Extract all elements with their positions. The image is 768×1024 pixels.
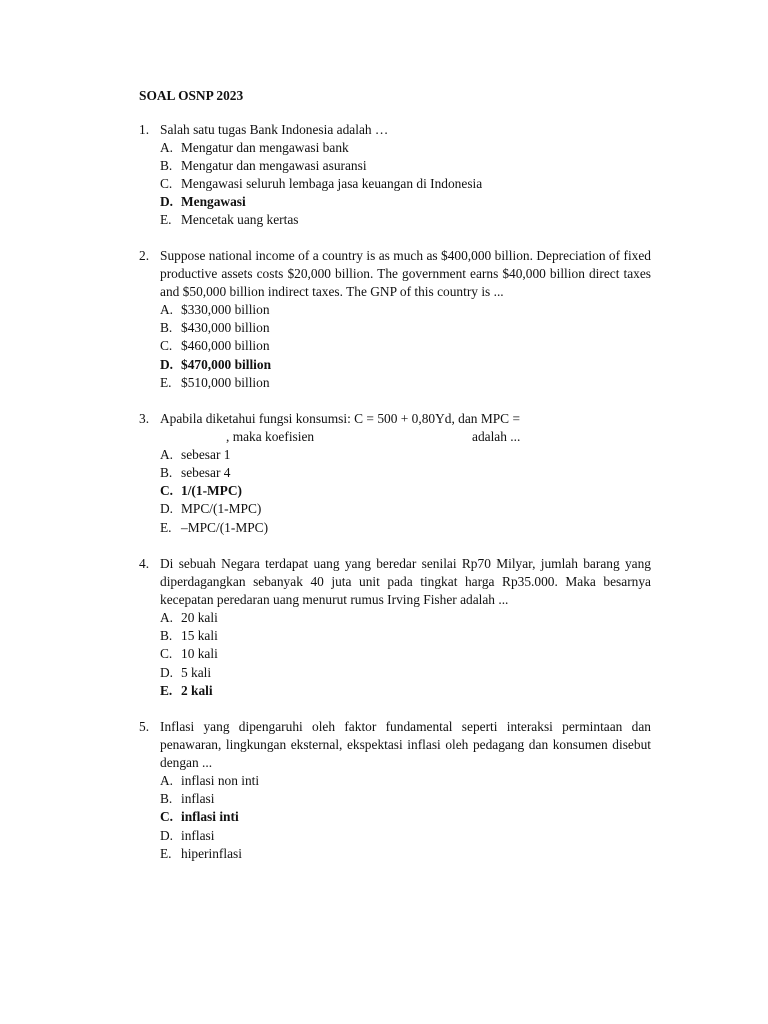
option-e-correct bbox=[160, 682, 651, 700]
option-letter: E. bbox=[160, 845, 172, 861]
question-text: Inflasi yang dipengaruhi oleh faktor fundamental seperti interaksi permintaan dan penawaran, lingkungan eksternal, ekspektasi inflasi oleh pedagang dan konsumen disebut dengan ... bbox=[160, 719, 651, 771]
option-e bbox=[160, 845, 651, 863]
option-b bbox=[160, 157, 651, 175]
option-text: $510,000 billion bbox=[181, 374, 270, 390]
option-d bbox=[160, 500, 651, 518]
option-a bbox=[160, 609, 651, 627]
option-d bbox=[160, 827, 651, 845]
option-letter: D. bbox=[160, 501, 174, 517]
page-title: SOAL OSNP 2023 bbox=[139, 88, 244, 103]
option-text: 1/(1-MPC) bbox=[181, 483, 242, 499]
option-text: $330,000 billion bbox=[181, 302, 270, 318]
option-c bbox=[160, 337, 651, 355]
option-e bbox=[160, 211, 651, 229]
option-letter: C. bbox=[160, 646, 173, 662]
option-letter: A. bbox=[160, 610, 174, 626]
option-text: inflasi bbox=[181, 827, 215, 843]
question-5 bbox=[139, 718, 651, 863]
option-text: $460,000 billion bbox=[181, 338, 270, 354]
option-letter: A. bbox=[160, 773, 174, 789]
question-text: Suppose national income of a country is as much as $400,000 billion. Depreciation of fixed productive assets costs $20,000 billion. The government earns $40,000 billion direct taxes and $50,000 billion indirect taxes. The GNP of this country is ... bbox=[160, 248, 651, 300]
question-number: 2. bbox=[139, 248, 150, 263]
option-text: 20 kali bbox=[181, 610, 218, 626]
question-number: 1. bbox=[139, 122, 150, 137]
question-3 bbox=[139, 410, 651, 537]
option-d-correct bbox=[160, 193, 651, 211]
option-a bbox=[160, 139, 651, 157]
option-e bbox=[160, 374, 651, 392]
option-text: $430,000 billion bbox=[181, 320, 270, 336]
question-text: Apabila diketahui fungsi konsumsi: C = 500 + 0,80Yd, dan MPC = bbox=[160, 411, 521, 426]
option-letter: A. bbox=[160, 140, 174, 156]
option-b bbox=[160, 627, 651, 645]
option-letter: C. bbox=[160, 176, 173, 192]
option-letter: B. bbox=[160, 158, 173, 174]
option-text: MPC/(1-MPC) bbox=[181, 501, 262, 517]
option-a bbox=[160, 301, 651, 319]
question-number: 4. bbox=[139, 556, 150, 571]
option-text: sebesar 4 bbox=[181, 465, 231, 481]
option-c-correct bbox=[160, 482, 651, 500]
question-text: Salah satu tugas Bank Indonesia adalah … bbox=[160, 122, 389, 137]
option-text: Mengawasi seluruh lembaga jasa keuangan di Indonesia bbox=[181, 176, 483, 192]
option-b bbox=[160, 464, 651, 482]
option-letter: A. bbox=[160, 302, 174, 318]
option-text: 10 kali bbox=[181, 646, 218, 662]
option-c-correct bbox=[160, 808, 651, 826]
question-text: Di sebuah Negara terdapat uang yang beredar senilai Rp70 Milyar, jumlah barang yang diperdagangkan sebanyak 40 juta unit pada tingkat harga Rp35.000. Maka besarnya kecepatan peredaran uang menurut rumus Irving Fisher adalah ... bbox=[160, 556, 651, 608]
option-letter: D. bbox=[160, 664, 174, 680]
question-4 bbox=[139, 555, 651, 700]
question-2 bbox=[139, 247, 651, 392]
option-letter: A. bbox=[160, 447, 174, 463]
option-text: 2 kali bbox=[181, 682, 213, 698]
option-letter: C. bbox=[160, 483, 174, 499]
question-text-continuation bbox=[160, 428, 651, 446]
option-text: inflasi inti bbox=[181, 809, 239, 825]
question-text-part: adalah ... bbox=[472, 429, 521, 445]
option-text: Mengatur dan mengawasi asuransi bbox=[181, 158, 367, 174]
option-a bbox=[160, 446, 651, 464]
option-d-correct bbox=[160, 356, 651, 374]
option-text: Mencetak uang kertas bbox=[181, 212, 299, 228]
option-letter: B. bbox=[160, 465, 173, 481]
question-number: 3. bbox=[139, 411, 150, 426]
option-letter: B. bbox=[160, 320, 173, 336]
option-letter: D. bbox=[160, 194, 174, 210]
option-b bbox=[160, 790, 651, 808]
question-text-part: , maka koefisien bbox=[226, 429, 315, 445]
option-letter: B. bbox=[160, 628, 173, 644]
option-text: inflasi bbox=[181, 791, 215, 807]
question-1 bbox=[139, 121, 651, 230]
option-letter: C. bbox=[160, 338, 173, 354]
option-text: sebesar 1 bbox=[181, 447, 231, 463]
option-text: –MPC/(1-MPC) bbox=[181, 519, 269, 535]
option-letter: E. bbox=[160, 374, 172, 390]
option-d bbox=[160, 664, 651, 682]
option-c bbox=[160, 175, 651, 193]
option-text: Mengatur dan mengawasi bank bbox=[181, 140, 349, 156]
option-letter: E. bbox=[160, 682, 173, 698]
option-letter: D. bbox=[160, 827, 174, 843]
option-letter: B. bbox=[160, 791, 173, 807]
option-text: 5 kali bbox=[181, 664, 212, 680]
option-letter: D. bbox=[160, 356, 174, 372]
option-e bbox=[160, 519, 651, 537]
option-text: $470,000 billion bbox=[181, 356, 272, 372]
option-letter: E. bbox=[160, 519, 172, 535]
option-text: Mengawasi bbox=[181, 194, 246, 210]
option-text: inflasi non inti bbox=[181, 773, 260, 789]
option-text: 15 kali bbox=[181, 628, 218, 644]
option-letter: C. bbox=[160, 809, 174, 825]
option-c bbox=[160, 645, 651, 663]
question-number: 5. bbox=[139, 719, 150, 734]
option-text: hiperinflasi bbox=[181, 845, 242, 861]
option-letter: E. bbox=[160, 212, 172, 228]
option-a bbox=[160, 772, 651, 790]
option-b bbox=[160, 319, 651, 337]
